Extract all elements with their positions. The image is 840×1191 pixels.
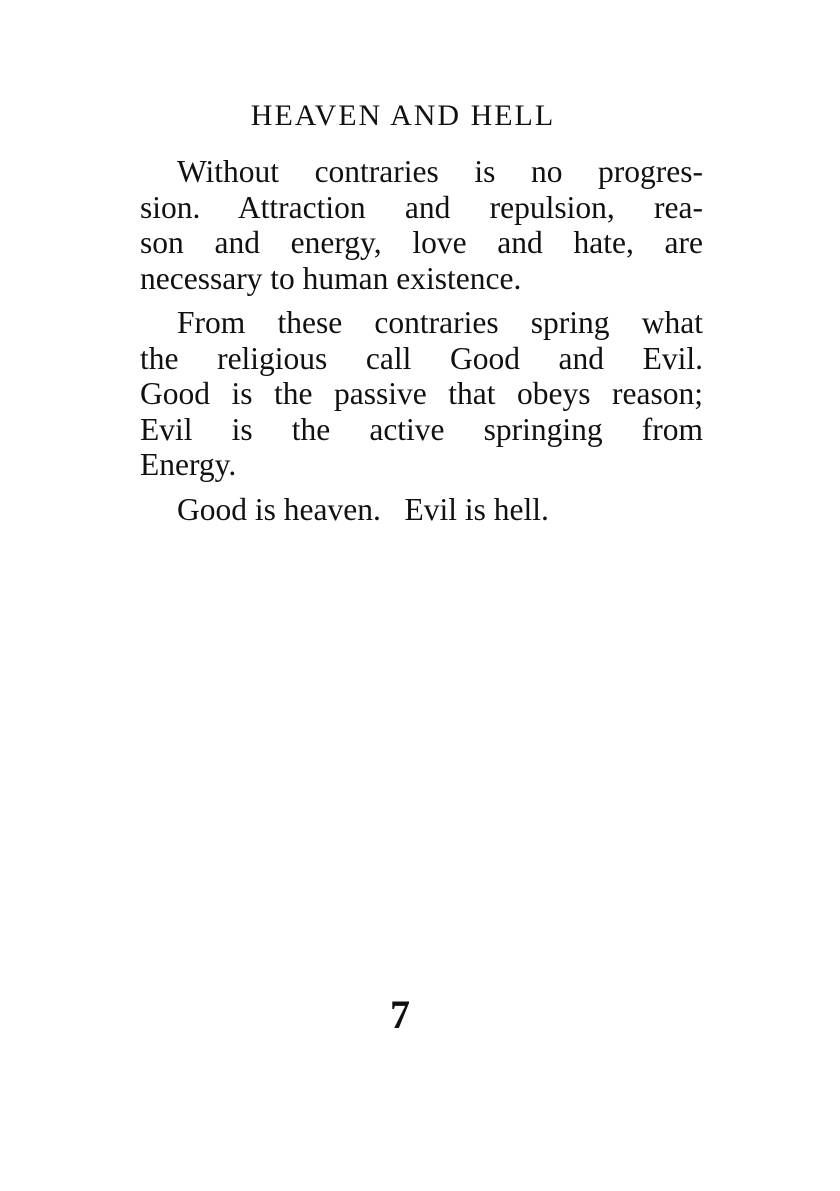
text-line: sion. Attraction and repulsion, rea- bbox=[140, 189, 703, 225]
text-line: Good is heaven. Evil is hell. bbox=[177, 491, 549, 527]
running-title: HEAVEN AND HELL bbox=[250, 99, 556, 132]
paragraph-contraries bbox=[103, 154, 703, 296]
body-text bbox=[103, 154, 703, 536]
paragraph-good-and-evil bbox=[103, 305, 703, 483]
text-line: Energy. bbox=[140, 447, 237, 482]
paragraph-heaven-hell bbox=[103, 492, 703, 528]
text-line: Without contraries is no progres- bbox=[177, 154, 703, 189]
text-line: Good is the passive that obeys reason; bbox=[140, 376, 703, 411]
text-line: Evil is the active springing from bbox=[140, 411, 703, 447]
text-line: From these contraries spring what bbox=[177, 305, 703, 340]
text-line: son and energy, love and hate, are bbox=[140, 225, 703, 260]
text-line: the religious call Good and Evil. bbox=[140, 340, 703, 376]
page-number: 7 bbox=[390, 992, 410, 1037]
text-line: necessary to human existence. bbox=[140, 260, 522, 296]
